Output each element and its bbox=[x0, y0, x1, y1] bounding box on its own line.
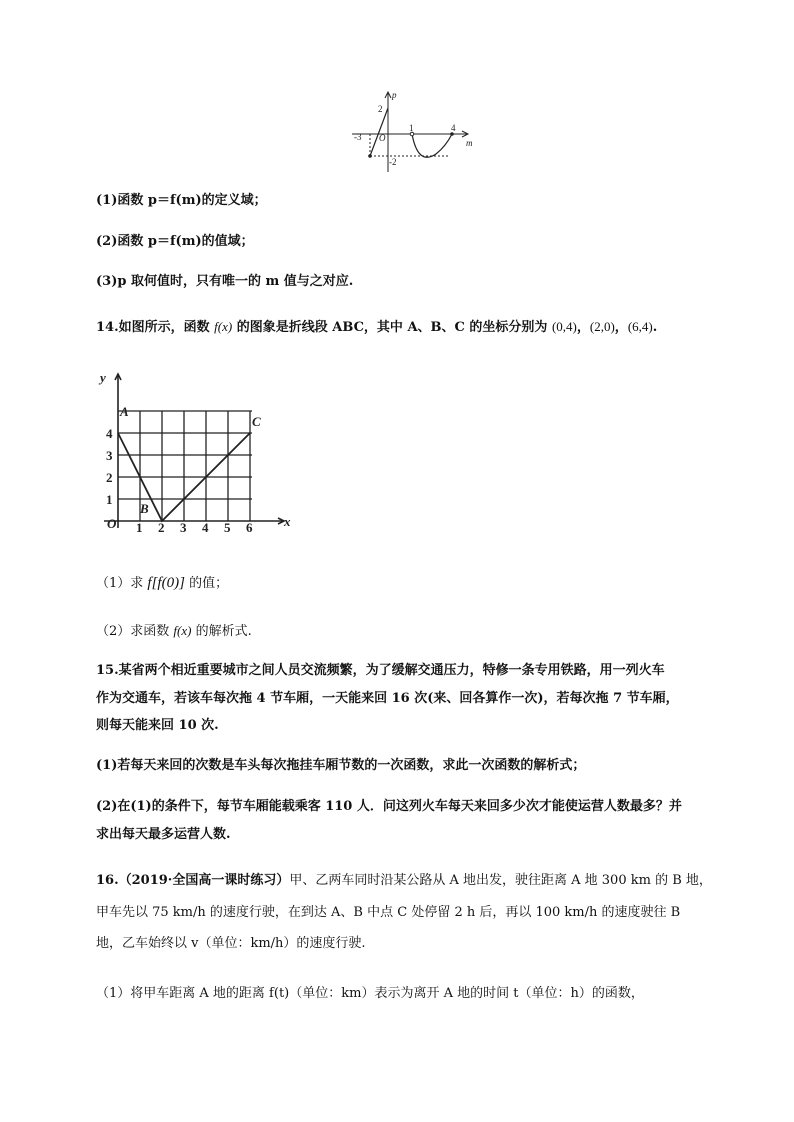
q14-sub1-expr: f[f(0)] bbox=[147, 575, 185, 591]
q16-line1-text: 甲、乙两车同时沿某公路从 A 地出发，驶往距离 A 地 300 km 的 B 地， bbox=[289, 873, 712, 888]
x-axis-label: x bbox=[284, 514, 291, 529]
q16-source: （2019·全国高一课时练习） bbox=[118, 873, 290, 888]
q14-fx: f(x) bbox=[214, 319, 233, 334]
point-a-label: A bbox=[120, 404, 129, 419]
point-c-label: C bbox=[252, 414, 261, 429]
point-minus3 bbox=[368, 154, 372, 158]
q14-stem-mid: 的图象是折线段 ABC，其中 A、B、C 的坐标分别为 bbox=[236, 320, 548, 335]
coord-c: (6,4) bbox=[627, 319, 653, 334]
q14-sub2 bbox=[96, 622, 252, 641]
q15-line2: 作为交通车，若该车每次拖 4 节车厢，一天能来回 16 次(来、回各算作一次)，若每次拖 7 节车厢， bbox=[96, 691, 679, 706]
y-tick-2: 2 bbox=[106, 470, 113, 485]
x-tick-6: 6 bbox=[246, 520, 253, 532]
q16-sub1: （1）将甲车距离 A 地的距离 f(t)（单位：km）表示为离开 A 地的时间 t（单位：h）的函数， bbox=[96, 986, 644, 1001]
q15-part1: (1)若每天来回的次数是车头每次拖挂车厢节数的一次函数，求此一次函数的解析式； bbox=[96, 758, 586, 773]
segment-from-minus3 bbox=[370, 108, 388, 156]
x-tick-3: 3 bbox=[180, 520, 187, 532]
q14-sub1 bbox=[96, 574, 228, 593]
tick-2: 2 bbox=[378, 104, 383, 114]
q15-part2-line2: 求出每天最多运营人数. bbox=[96, 827, 231, 842]
q16-line1 bbox=[96, 872, 712, 890]
q14-stem-end: . bbox=[652, 320, 658, 335]
q15-line3: 则每天能来回 10 次. bbox=[96, 718, 219, 733]
x-tick-4: 4 bbox=[202, 520, 209, 532]
m-axis-label: m bbox=[466, 138, 473, 148]
origin-o: O bbox=[107, 516, 117, 531]
polyline-graph-abc bbox=[96, 368, 296, 532]
origin-label: O bbox=[379, 133, 386, 143]
function-graph-p-m bbox=[348, 88, 480, 174]
q13-part3: (3)p 取何值时，只有唯一的 m 值与之对应. bbox=[96, 274, 354, 289]
tick-minus3: -3 bbox=[354, 132, 362, 142]
y-tick-1: 1 bbox=[106, 492, 113, 507]
y-tick-4: 4 bbox=[106, 426, 113, 441]
tick-minus2: -2 bbox=[389, 157, 397, 167]
y-tick-3: 3 bbox=[106, 448, 113, 463]
coord-b: (2,0) bbox=[589, 319, 615, 334]
q15-line1: 15.某省两个相近重要城市之间人员交流频繁，为了缓解交通压力，特修一条专用铁路，用一列火车 bbox=[96, 663, 665, 678]
q14-sub1-end: 的值； bbox=[189, 576, 229, 591]
q14-sub1-start: （1）求 bbox=[96, 576, 144, 591]
x-tick-5: 5 bbox=[224, 520, 231, 532]
q14-stem bbox=[96, 318, 657, 337]
q14-sub2-expr: f(x) bbox=[173, 623, 192, 638]
q14-sub2-end: 的解析式. bbox=[195, 624, 252, 639]
q13-part1: (1)函数 p＝f(m)的定义域； bbox=[96, 193, 267, 208]
q16-line2: 甲车先以 75 km/h 的速度行驶，在到达 A、B 中点 C 处停留 2 h 后，再以 100 km/h 的速度驶往 B bbox=[96, 905, 681, 920]
tick-1: 1 bbox=[409, 123, 414, 133]
tick-4: 4 bbox=[451, 123, 456, 133]
curve-1-to-4 bbox=[412, 134, 452, 157]
q16-number: 16. bbox=[96, 873, 119, 888]
q14-sub2-start: （2）求函数 bbox=[96, 624, 170, 639]
coord-sep-2: ， bbox=[614, 320, 628, 335]
x-tick-1: 1 bbox=[136, 520, 143, 532]
q13-part2: (2)函数 p＝f(m)的值域； bbox=[96, 234, 254, 249]
q14-stem-start: 14.如图所示，函数 bbox=[96, 320, 210, 335]
q15-part2-line1: (2)在(1)的条件下，每节车厢能载乘客 110 人．问这列火车每天来回多少次才能使运营人数最多？并 bbox=[96, 799, 682, 814]
coord-a: (0,4) bbox=[551, 319, 577, 334]
q16-line3: 地，乙车始终以 v（单位：km/h）的速度行驶. bbox=[96, 936, 366, 951]
y-axis-label: y bbox=[100, 370, 106, 385]
coord-sep-1: ， bbox=[576, 320, 590, 335]
point-b-label: B bbox=[140, 501, 149, 516]
x-tick-2: 2 bbox=[158, 520, 165, 532]
p-axis-label: p bbox=[392, 90, 397, 100]
grid bbox=[118, 411, 252, 521]
